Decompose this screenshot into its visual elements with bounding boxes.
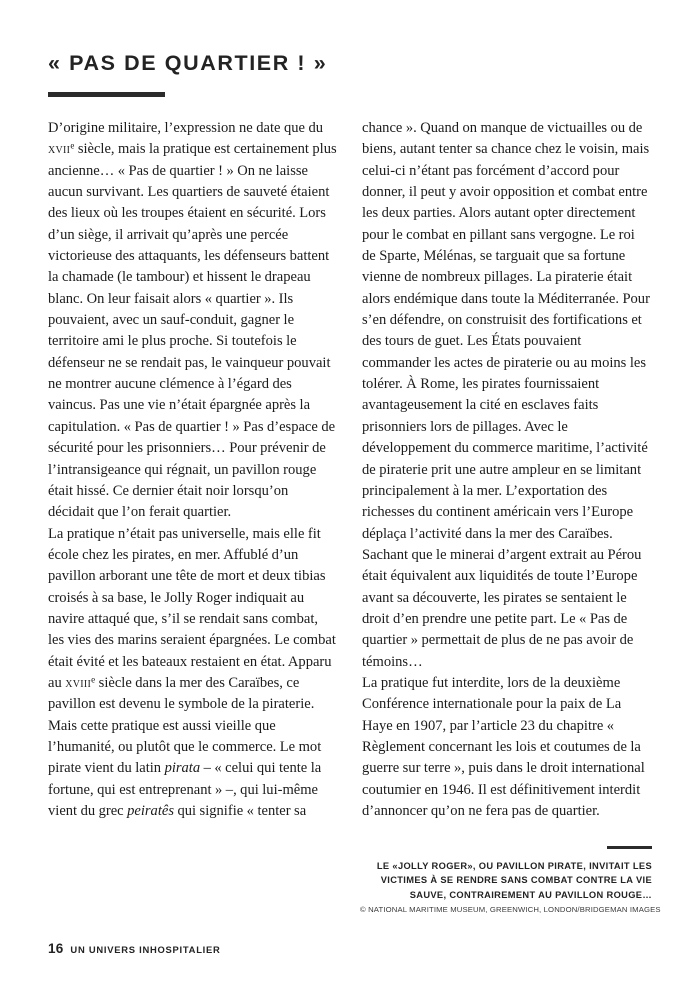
page-footer — [48, 941, 221, 956]
left-column — [48, 118, 337, 822]
paragraph: La pratique n’était pas universelle, mais elle fit école chez les pirates, en mer. Affublé d’un pavillon arborant une tête de mort et deux tibias croisés à sa base, le Jolly Roger indiquait au navire attaqué que, s’il se rendait sans combat, les vies des marins seraient épargnées. Le combat était évité et les bateaux restaient en état. Apparu au xviii$^e$ siècle dans la mer des Caraïbes, ce pavillon est devenu le symbole de la piraterie. — [48, 525, 336, 713]
page-title: « PAS DE QUARTIER ! » — [48, 51, 328, 75]
image-caption-block — [360, 846, 661, 916]
title-block — [48, 52, 652, 97]
page-number: 16 — [48, 941, 64, 956]
body-columns — [48, 118, 652, 822]
paragraph: La pratique fut interdite, lors de la deuxième Conférence internationale pour la paix de La Haye en 1907, par l’article 23 du chapitre « Règlement concernant les lois et coutumes de la guerre sur terre », puis dans le droit international coutumier en 1946. Il est définitivement interdit d’annoncer qu’on ne fera pas de quartier. — [362, 674, 645, 819]
caption-text: LE «JOLLY ROGER», OU PAVILLON PIRATE, INVITAIT LES VICTIMES À SE RENDRE SANS COMBAT CONTRE LA VIE SAUVE, CONTRAIREMENT AU PAVILLON ROUGE… — [376, 861, 652, 900]
running-head: UN UNIVERS INHOSPITALIER — [70, 944, 221, 955]
caption-credit: © NATIONAL MARITIME MUSEUM, GREENWICH, LONDON/BRIDGEMAN IMAGES — [360, 905, 661, 915]
paragraph: Mais cette pratique est aussi vieille que l’humanité, ou plutôt que le commerce. Le mot pirate vient du latin pirata – « celui qui tente la fortune, qui est entreprenant » –, qui lui-même vient du grec peiratês qui signifie « tenter sa — [48, 717, 322, 819]
title-underline-rule — [48, 92, 165, 97]
right-column — [362, 118, 651, 822]
paragraph: D’origine militaire, l’expression ne date que du xvii$^e$ siècle, mais la pratique est certainement plus ancienne… « Pas de quartier ! » On ne laisse aucun survivant. Les quartiers de sauveté étaient des lieux où les troupes étaient en sécurité. Lors d’un siège, il arrivait qu’après une percée victorieuse des attaquants, les défenseurs battent la chamade (le tambour) et hissent le drapeau blanc. On leur faisait alors « quartier ». Ils pouvaient, avec un sauf-conduit, gagner le territoire ami le plus proche. Si toutefois le défenseur ne se rendait pas, le vainqueur pouvait ne montrer aucune clémence à l’égard des vaincus. Pas une vie n’était épargnée après la capitulation. « Pas de quartier ! » Pas d’espace de sécurité pour les prisonniers… Pour prévenir de l’intransigeance qui régnait, un pavillon rouge était hissé. Ce dernier était noir lorsqu’on décidait que l’on ferait quartier. — [48, 120, 337, 521]
caption-rule — [607, 846, 652, 849]
paragraph: chance ». Quand on manque de victuailles ou de biens, autant tenter sa chance chez le voisin, mais celui-ci n’étant pas forcément d’accord pour donner, il peut y avoir opposition et combat entre les deux parties. Alors autant opter directement pour le combat en pillant sans vergogne. Le roi de Sparte, Mélénas, se targuait que sa fortune vienne de nombreux pillages. La piraterie était alors endémique dans toute la Méditerranée. Pour s’en défendre, on construisit des fortifications et des tours de guet. Les États pouvaient commander les actes de piraterie ou au moins les tolérer. À Rome, les pirates fournissaient avantageusement la cité en esclaves faits prisonniers lors de pillages. Avec le développement du commerce maritime, l’activité de piraterie prit une autre ampleur en se limitant principalement à la mer. L’exportation des richesses du continent américain vers l’Europe déplaça l’activité dans la mer des Caraïbes. Sachant que le minerai d’argent extrait au Pérou était équivalent aux liquidités de toute l’Europe avant sa découverte, les pirates se sentaient le droit d’en prendre une petite part. Le « Pas de quartier » permettait de plus de ne pas avoir de témoins… — [362, 120, 650, 670]
